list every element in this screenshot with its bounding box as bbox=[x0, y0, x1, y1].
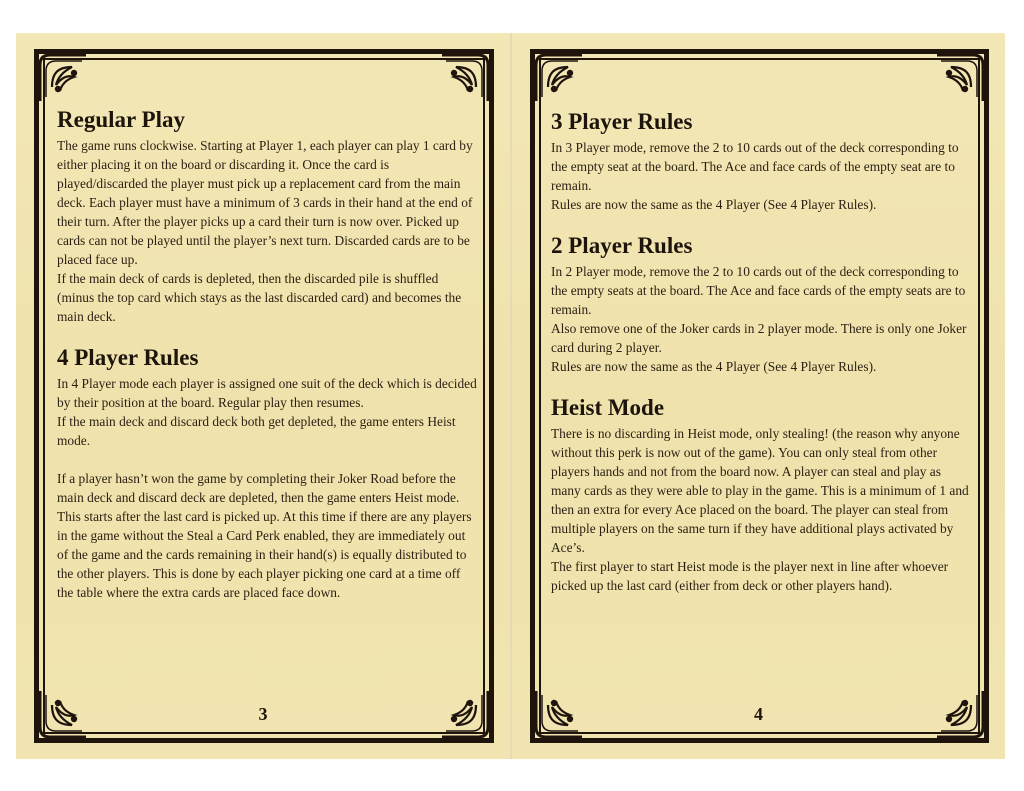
section-paragraph: In 3 Player mode, remove the 2 to 10 cards out of the deck corresponding to the empty seat at the board. The Ace and face cards of the empty seat are to remain. bbox=[551, 140, 959, 193]
section-heading: Regular Play bbox=[57, 107, 185, 132]
section-paragraph: Rules are now the same as the 4 Player (See 4 Player Rules). bbox=[551, 197, 877, 212]
page-content bbox=[57, 107, 477, 621]
section-paragraph: The first player to start Heist mode is the player next in line after whoever picked up the last card (either from deck or other players hand). bbox=[551, 559, 949, 593]
section-3-player-rules bbox=[551, 109, 971, 214]
section-4-player-rules bbox=[57, 345, 477, 602]
corner-flourish-icon bbox=[933, 51, 987, 105]
section-2-player-rules bbox=[551, 233, 971, 376]
section-paragraph: Also remove one of the Joker cards in 2 player mode. There is only one Joker card during 2 player. bbox=[551, 321, 967, 355]
section-paragraph: The game runs clockwise. Starting at Player 1, each player can play 1 card by either placing it on the board or discarding it. Once the card is played/discarded the player must pick up a replacement card from the main deck. Each player must have a minimum of 3 cards in their hand at the end of their turn. After the player picks up a card their turn is now over. Picked up cards can not be played until the player’s next turn. Discarded cards are to be placed face up. bbox=[57, 138, 473, 267]
section-paragraph: If the main deck of cards is depleted, then the discarded pile is shuffled (minus the top card which stays as the last discarded card) and becomes the main deck. bbox=[57, 271, 462, 324]
section-regular-play bbox=[57, 107, 477, 326]
section-heading: 2 Player Rules bbox=[551, 233, 693, 258]
page-content bbox=[551, 109, 971, 614]
section-heist-mode bbox=[551, 395, 971, 595]
section-paragraph: There is no discarding in Heist mode, only stealing! (the reason why anyone without this perk is now out of the game). You can only steal from other players hands and not from the board now. A player can steal and play as many cards as they were able to play in the game. This is a minimum of 1 and then an extra for every Ace placed on the board. The player can steal from multiple players on the same turn if they have additional plays activated by Ace’s. bbox=[551, 426, 969, 555]
page-number: 3 bbox=[258, 704, 268, 724]
rulebook-page-left bbox=[16, 33, 510, 759]
section-paragraph: In 2 Player mode, remove the 2 to 10 cards out of the deck corresponding to the empty seats at the board. The Ace and face cards of the empty seats are to remain. bbox=[551, 264, 966, 317]
section-paragraph: In 4 Player mode each player is assigned one suit of the deck which is decided by their position at the board. Regular play then resumes. bbox=[57, 376, 477, 410]
section-heading: Heist Mode bbox=[551, 395, 665, 420]
rulebook-page-right bbox=[512, 33, 1005, 759]
section-paragraph: Rules are now the same as the 4 Player (See 4 Player Rules). bbox=[551, 359, 877, 374]
page-number: 4 bbox=[754, 704, 763, 724]
section-heading: 4 Player Rules bbox=[57, 345, 199, 370]
section-heading: 3 Player Rules bbox=[551, 109, 693, 134]
corner-flourish-icon bbox=[532, 51, 586, 105]
corner-flourish-icon bbox=[438, 51, 492, 105]
section-paragraph: If a player hasn’t won the game by completing their Joker Road before the main deck and discard deck are depleted, then the game enters Heist mode. This starts after the last card is picked up. At this time if there are any players in the game without the Steal a Card Perk enabled, they are immediately out of the game and the cards remaining in their hand(s) is equally distributed to the other players. This is done by each player picking one card at a time off the table where the extra cards are placed face down. bbox=[57, 471, 472, 600]
corner-flourish-icon bbox=[36, 51, 90, 105]
section-paragraph: If the main deck and discard deck both get depleted, the game enters Heist mode. bbox=[57, 414, 456, 448]
